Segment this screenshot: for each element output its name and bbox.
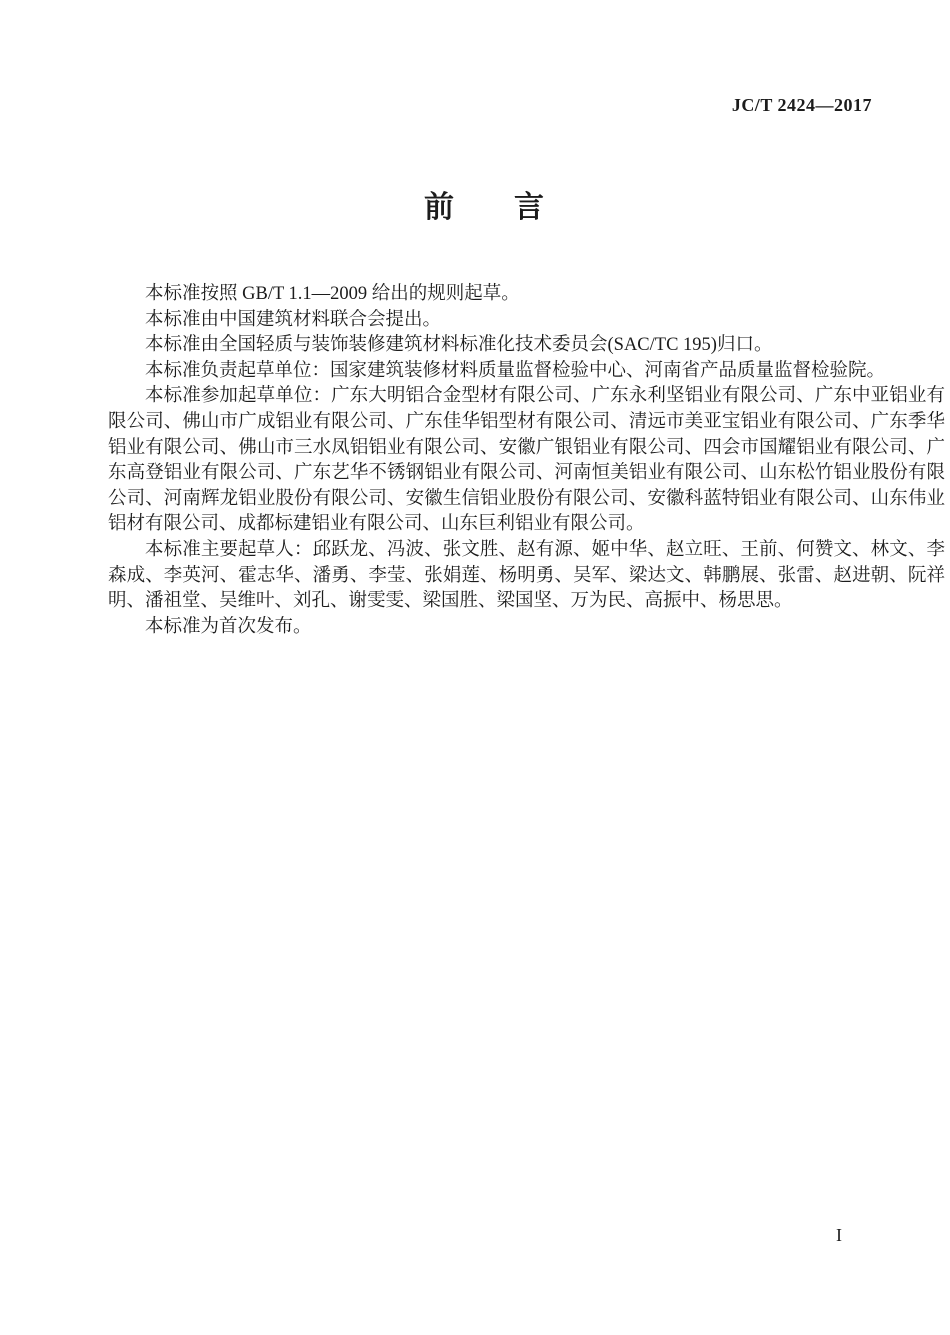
paragraph-main-drafters: 本标准主要起草人：邱跃龙、冯波、张文胜、赵有源、姬中华、赵立旺、王前、何赞文、林文、李森成、李英河、霍志华、潘勇、李莹、张娟莲、杨明勇、吴军、梁达文、韩鹏展、张雷、赵进朝、阮祥明、潘祖堂、吴维叶、刘孔、谢雯雯、梁国胜、梁国坚、万为民、高振中、杨思思。 [108,539,945,612]
paragraph-proposed-by: 本标准由中国建筑材料联合会提出。 [145,309,442,330]
page-number: I [836,1225,842,1245]
foreword-body [108,282,945,640]
paragraph-participating-units: 本标准参加起草单位：广东大明铝合金型材有限公司、广东永利坚铝业有限公司、广东中亚铝业有限公司、佛山市广成铝业有限公司、广东佳华铝型材有限公司、清远市美亚宝铝业有限公司、广东季华铝业有限公司、佛山市三水凤铝铝业有限公司、安徽广银铝业有限公司、四会市国耀铝业有限公司、广东高登铝业有限公司、广东艺华不锈钢铝业有限公司、河南恒美铝业有限公司、山东松竹铝业股份有限公司、河南辉龙铝业股份有限公司、安徽生信铝业股份有限公司、安徽科蓝特铝业有限公司、山东伟业铝材有限公司、成都标建铝业有限公司、山东巨利铝业有限公司。 [108,386,945,535]
paragraph-centralized-by: 本标准由全国轻质与装饰装修建筑材料标准化技术委员会(SAC/TC 195)归口。 [145,335,773,356]
paragraph-responsible-units: 本标准负责起草单位：国家建筑装修材料质量监督检验中心、河南省产品质量监督检验院。 [145,360,886,381]
page-title: 前 言 [424,191,544,224]
paragraph-drafting-rule: 本标准按照 GB/T 1.1—2009 给出的规则起草。 [145,284,520,304]
standard-number: JC/T 2424—2017 [731,95,872,115]
paragraph-first-issue: 本标准为首次发布。 [145,616,312,637]
